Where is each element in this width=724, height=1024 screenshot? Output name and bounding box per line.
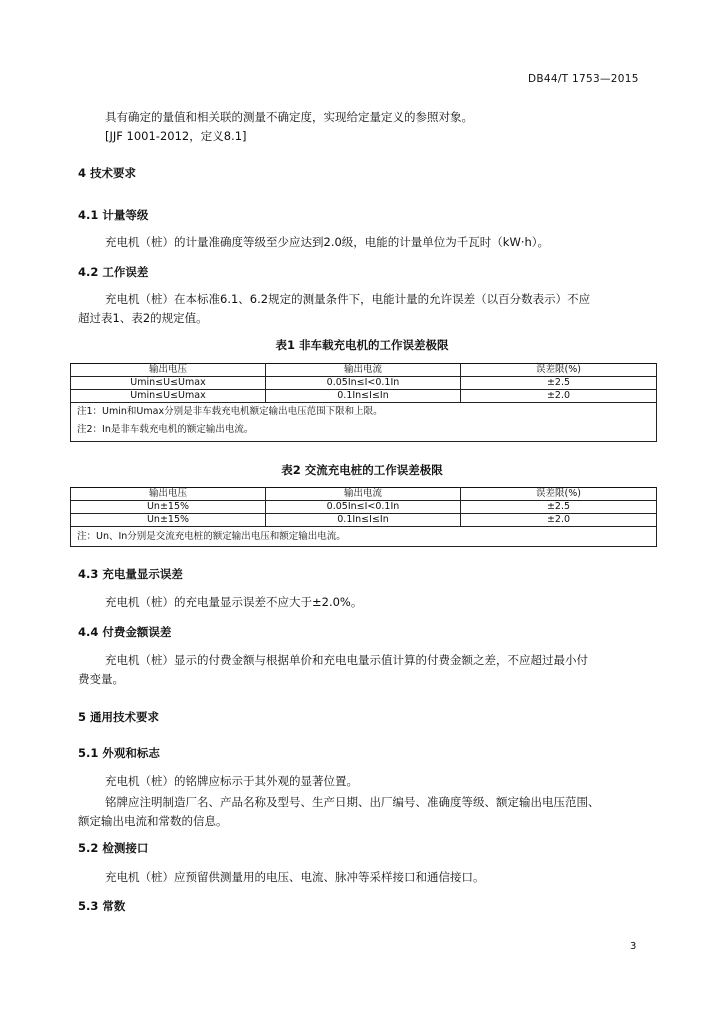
header-cell: 输出电压 <box>71 488 266 501</box>
table-cell: Umin≤U≤Umax <box>71 377 266 390</box>
intro-line-2: [JJF 1001-2012，定义8.1] <box>105 129 247 143</box>
section-4-4-line-1: 充电机（桩）显示的付费金额与根据单价和充电电量示值计算的付费金额之差，不应超过最小付 <box>105 653 588 667</box>
section-5-1-title: 5.1 外观和标志 <box>78 746 160 760</box>
table-row <box>71 501 657 514</box>
table-header-row <box>71 364 657 377</box>
section-5-1-line-3: 额定输出电流和常数的信息。 <box>78 814 228 828</box>
section-5-2-title: 5.2 检测接口 <box>78 841 149 855</box>
table-cell: ±2.0 <box>461 514 657 527</box>
header-cell: 误差限(%) <box>461 488 657 501</box>
table-1-note-2: 注2：In是非车载充电机的额定输出电流。 <box>77 424 254 435</box>
table-row <box>71 377 657 390</box>
section-4-1-title: 4.1 计量等级 <box>78 208 149 222</box>
table-1-caption: 表1 非车载充电机的工作误差极限 <box>275 338 449 352</box>
table-cell: Umin≤U≤Umax <box>71 390 266 403</box>
table-cell: ±2.0 <box>461 390 657 403</box>
table-row <box>71 390 657 403</box>
header-cell: 误差限(%) <box>461 364 657 377</box>
header-cell: 输出电流 <box>266 364 461 377</box>
table-cell: 0.05In≤I<0.1In <box>266 501 461 514</box>
section-4-3-title: 4.3 充电量显示误差 <box>78 567 183 581</box>
section-4-4-title: 4.4 付费金额误差 <box>78 625 172 639</box>
intro-line-1: 具有确定的量值和相关联的测量不确定度，实现给定量定义的参照对象。 <box>105 110 473 124</box>
section-4-title: 4 技术要求 <box>78 166 137 180</box>
table-note-row <box>71 527 657 547</box>
section-4-2-line-2: 超过表1、表2的规定值。 <box>78 311 208 325</box>
table-1-note-1: 注1：Umin和Umax分别是非车载充电机额定输出电压范围下限和上限。 <box>77 406 383 417</box>
table-cell: ±2.5 <box>461 377 657 390</box>
section-4-1-text: 充电机（桩）的计量准确度等级至少应达到2.0级，电能的计量单位为千瓦时（kW·h）。 <box>105 235 550 249</box>
section-5-1-line-2: 铭牌应注明制造厂名、产品名称及型号、生产日期、出厂编号、准确度等级、额定输出电压范围、 <box>105 795 600 809</box>
table-cell: 0.05In≤I<0.1In <box>266 377 461 390</box>
table-cell: ±2.5 <box>461 501 657 514</box>
table-note-row <box>71 403 657 442</box>
section-4-3-text: 充电机（桩）的充电量显示误差不应大于±2.0%。 <box>105 595 363 609</box>
section-5-3-title: 5.3 常数 <box>78 899 126 913</box>
table-2-note: 注：Un、In分别是交流充电桩的额定输出电压和额定输出电流。 <box>71 527 657 547</box>
table-cell: Un±15% <box>71 501 266 514</box>
document-code: DB44/T 1753—2015 <box>528 73 639 85</box>
table-note-cell <box>71 403 657 442</box>
section-4-4-line-2: 费变量。 <box>78 672 124 686</box>
table-2-caption: 表2 交流充电桩的工作误差极限 <box>281 463 443 477</box>
section-5-2-text: 充电机（桩）应预留供测量用的电压、电流、脉冲等采样接口和通信接口。 <box>105 870 485 884</box>
table-2 <box>70 487 657 547</box>
page-number: 3 <box>630 941 637 952</box>
section-4-2-title: 4.2 工作误差 <box>78 265 149 279</box>
section-4-2-line-1: 充电机（桩）在本标准6.1、6.2规定的测量条件下，电能计量的允许误差（以百分数表示）不应 <box>105 292 591 306</box>
table-1 <box>70 363 657 442</box>
header-cell: 输出电压 <box>71 364 266 377</box>
section-5-title: 5 通用技术要求 <box>78 710 160 724</box>
table-header-row <box>71 488 657 501</box>
table-cell: 0.1In≤I≤In <box>266 390 461 403</box>
header-cell: 输出电流 <box>266 488 461 501</box>
table-cell: 0.1In≤I≤In <box>266 514 461 527</box>
table-cell: Un±15% <box>71 514 266 527</box>
section-5-1-line-1: 充电机（桩）的铭牌应标示于其外观的显著位置。 <box>105 774 358 788</box>
table-row <box>71 514 657 527</box>
